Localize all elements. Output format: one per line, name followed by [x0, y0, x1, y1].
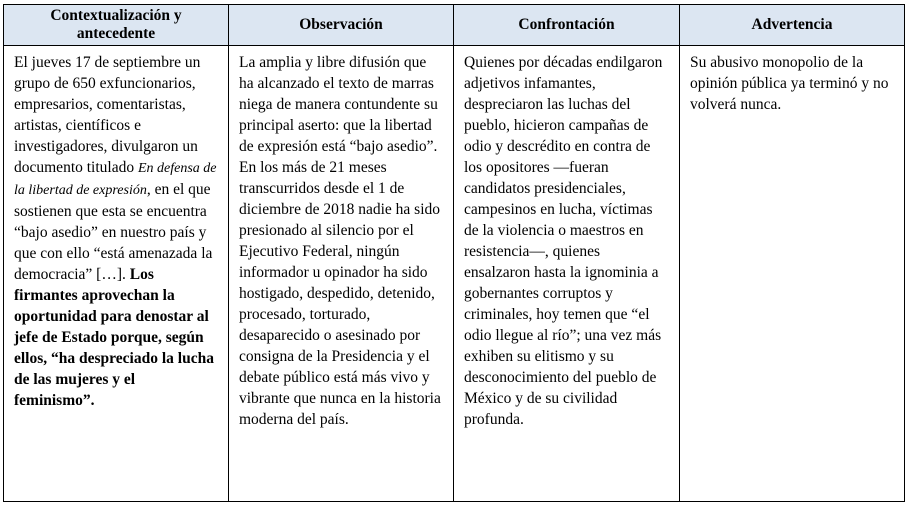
context-text-part2: , en el que sostienen que esta se encuentra “bajo asedio” en nuestro país y que con ello “está amenazada la democracia” […].	[14, 181, 213, 283]
header-observacion: Observación	[229, 5, 454, 46]
header-contextualizacion: Contextualización y antecedente	[4, 5, 229, 46]
context-bold-text: Los firmantes aprovechan la oportunidad para denostar al jefe de Estado porque, según ellos, “ha despreciado la lucha de las mujeres y el feminismo”.	[14, 266, 214, 409]
comparison-table	[3, 4, 905, 502]
table-row	[4, 46, 905, 502]
header-confrontacion: Confrontación	[454, 5, 680, 46]
cell-advertencia: Su abusivo monopolio de la opinión pública ya terminó y no volverá nunca.	[680, 46, 905, 502]
cell-observacion: La amplia y libre difusión que ha alcanzado el texto de marras niega de manera contundente su principal aserto: que la libertad de expresión está “bajo asedio”. En los más de 21 meses transcurridos desde el 1 de diciembre de 2018 nadie ha sido presionado al silencio por el Ejecutivo Federal, ningún informador u opinador ha sido hostigado, despedido, detenido, procesado, torturado, desaparecido o asesinado por consigna de la Presidencia y el debate público está más vivo y vibrante que nunca en la historia moderna del país.	[229, 46, 454, 502]
header-advertencia: Advertencia	[680, 5, 905, 46]
cell-confrontacion: Quienes por décadas endilgaron adjetivos infamantes, despreciaron las luchas del pueblo, hicieron campañas de odio y descrédito en contra de los opositores —fueran candidatos presidenciales, campesinos en lucha, víctimas de la violencia o maestros en resistencia—, quienes ensalzaron hasta la ignominia a gobernantes corruptos y criminales, hoy temen que “el odio llegue al río”; una vez más exhiben su elitismo y su desconocimiento del pueblo de México y de su civilidad profunda.	[454, 46, 680, 502]
context-text-part1: El jueves 17 de septiembre un grupo de 650 exfuncionarios, empresarios, comentaristas, artistas, científicos e investigadores, divulgaron un documento titulado	[14, 54, 201, 176]
cell-contextualizacion	[4, 46, 229, 502]
document-title: En defensa de la libertad de expresión	[14, 161, 217, 198]
header-row	[4, 5, 905, 46]
